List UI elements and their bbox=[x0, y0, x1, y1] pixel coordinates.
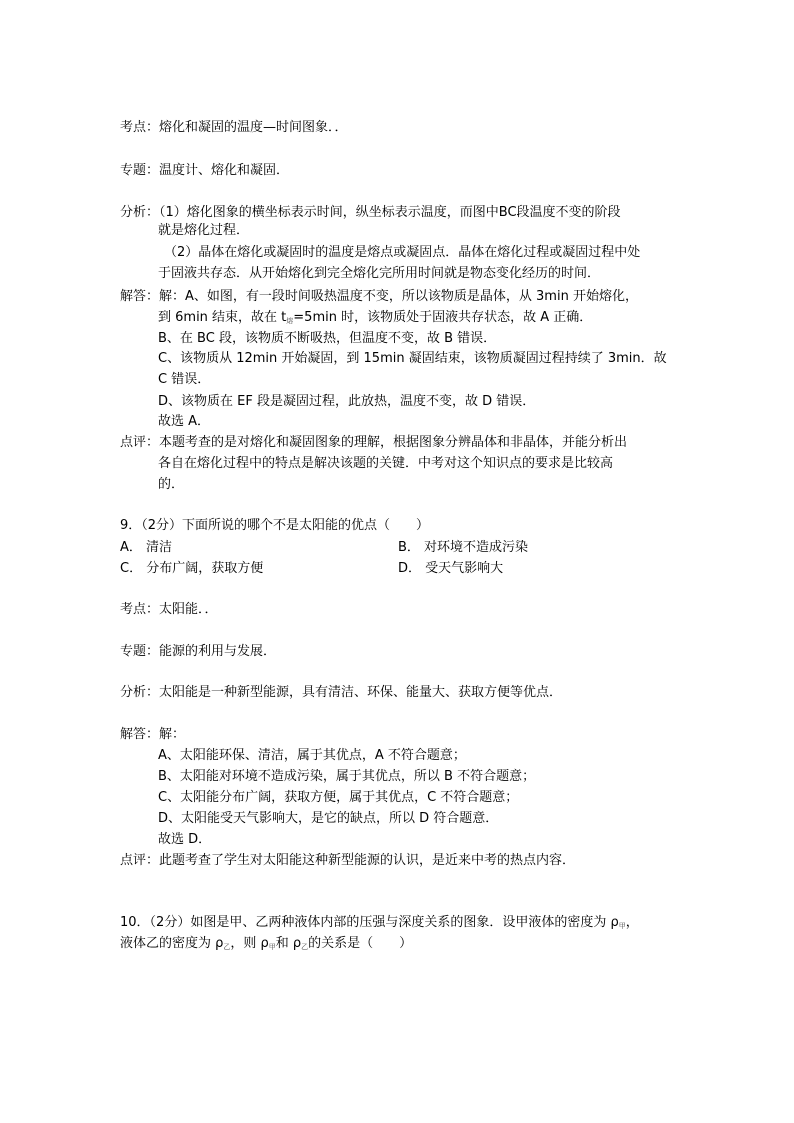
q8-jieda-line: 到 6min 结束，故在 $t_熔=5\min$ 时，该物质处于固液共存状态，故 A 正确． bbox=[158, 310, 593, 325]
q9-zhuanti: 专题：能源的利用与发展． bbox=[120, 644, 277, 659]
q9-option-c: C． 分布广阔，获取方便 bbox=[120, 561, 264, 576]
q8-fenxi-line: 于固液共存态．从开始熔化到完全熔化完所用时间就是物态变化经历的时间． bbox=[158, 266, 601, 281]
q8-dianping-line: 点评：本题考查的是对熔化和凝固图象的理解，根据图象分辨晶体和非晶体，并能分析出 bbox=[120, 435, 628, 450]
q9-jieda-line: C、太阳能分布广阔，获取方便，属于其优点，C 不符合题意； bbox=[158, 790, 519, 805]
q8-dianping-line: 各自在熔化过程中的特点是解决该题的关键．中考对这个知识点的要求是比较高 bbox=[158, 456, 614, 471]
q9-dianping: 点评：此题考查了学生对太阳能这种新型能源的认识，是近来中考的热点内容． bbox=[120, 853, 576, 868]
q8-fenxi-line: 分析：（1）熔化图象的横坐标表示时间，纵坐标表示温度，而图中BC段温度不变的阶段 bbox=[120, 205, 621, 220]
q9-option-a: A． 清洁 bbox=[120, 540, 173, 555]
q8-jieda-line: 解答：解：A、如图，有一段时间吸热温度不变，所以该物质是晶体，从 3min 开始熔化， bbox=[120, 289, 638, 304]
q9-stem: 9．（2分）下面所说的哪个不是太阳能的优点（ ） bbox=[120, 518, 430, 533]
q9-fenxi: 分析：太阳能是一种新型能源，具有清洁、环保、能量大、获取方便等优点． bbox=[120, 685, 563, 700]
q8-zhuanti: 专题：温度计、熔化和凝固． bbox=[120, 163, 290, 178]
q9-kaodian: 考点：太阳能．． bbox=[120, 602, 218, 617]
q8-fenxi-line: 就是熔化过程． bbox=[158, 223, 250, 238]
q9-jieda-line: A、太阳能环保、清洁，属于其优点，A 不符合题意； bbox=[158, 748, 466, 763]
q9-jieda-line: 解答：解： bbox=[120, 727, 186, 742]
q10-stem-line-1: 10．（2分）如图是甲、乙两种液体内部的压强与深度关系的图象．设甲液体的密度为 $\rho_甲$， bbox=[120, 915, 639, 930]
q8-jieda-line: D、该物质在 EF 段是凝固过程，此放热，温度不变，故 D 错误． bbox=[158, 394, 536, 409]
q9-option-b: B． 对环境不造成污染 bbox=[398, 540, 529, 555]
q8-kaodian: 考点：熔化和凝固的温度—时间图象．． bbox=[120, 120, 348, 135]
q8-fenxi-line: （2）晶体在熔化或凝固时的温度是熔点或凝固点．晶体在熔化过程或凝固过程中处 bbox=[164, 245, 641, 260]
q9-jieda-line: B、太阳能对环境不造成污染，属于其优点，所以 B 不符合题意； bbox=[158, 769, 536, 784]
q8-dianping-line: 的． bbox=[158, 477, 185, 492]
q8-jieda-line: C、该物质从 12min 开始凝固，到 15min 凝固结束，该物质凝固过程持续了 3min．故 bbox=[158, 351, 667, 366]
q8-jieda-line: 故选 A． bbox=[158, 414, 211, 429]
q9-option-d: D． 受天气影响大 bbox=[398, 561, 504, 576]
q10-stem-line-2: 液体乙的密度为 $\rho_乙$，则 $\rho_甲$和 $\rho_乙$的关系是（ ） bbox=[120, 936, 413, 951]
q8-jieda-line: B、在 BC 段，该物质不断吸热，但温度不变，故 B 错误． bbox=[158, 331, 497, 346]
q8-jieda-line: C 错误． bbox=[158, 372, 211, 387]
q9-jieda-line: 故选 D． bbox=[158, 832, 212, 847]
q9-jieda-line: D、太阳能受天气影响大，是它的缺点，所以 D 符合题意． bbox=[158, 811, 499, 826]
